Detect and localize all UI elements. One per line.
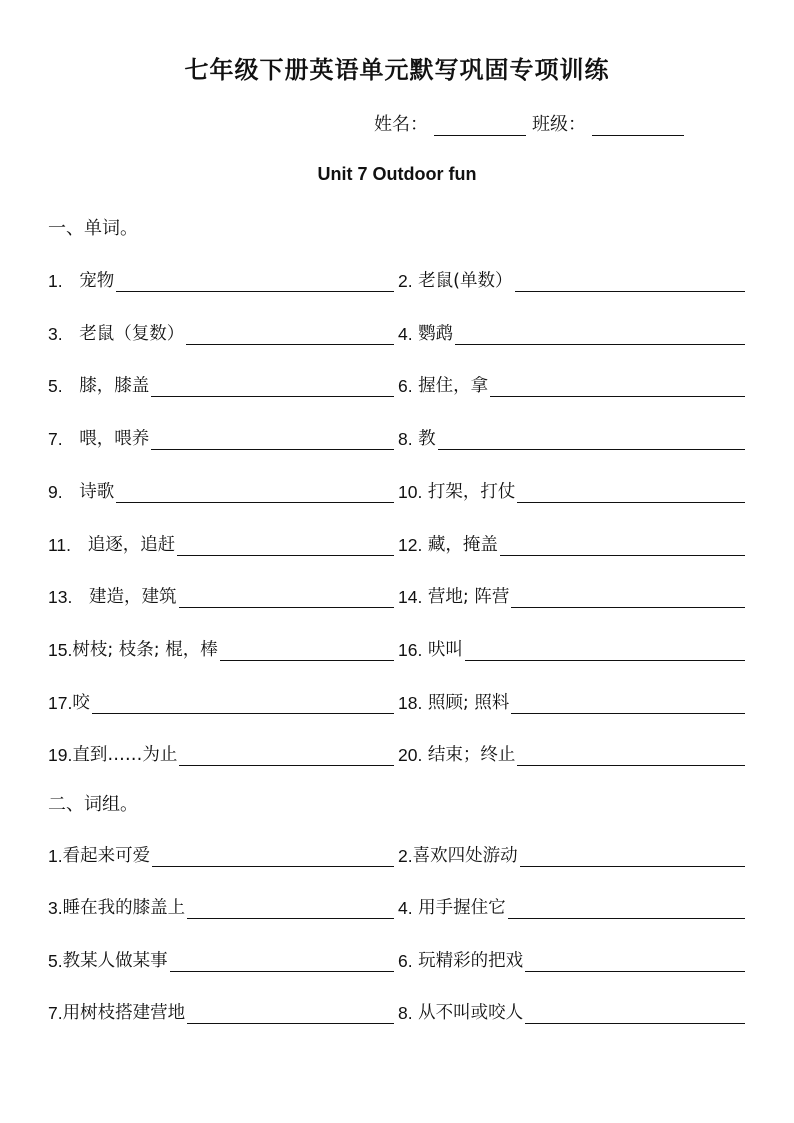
item-prompt: 诗歌 bbox=[62, 481, 115, 502]
item-prompt: 玩精彩的把戏 bbox=[412, 950, 524, 971]
item-number: 4. bbox=[398, 898, 413, 919]
item-number: 7. bbox=[48, 429, 63, 450]
item-number: 3. bbox=[48, 323, 63, 344]
phrase-row bbox=[48, 998, 745, 1026]
word-row bbox=[48, 477, 745, 505]
answer-blank[interactable] bbox=[152, 846, 394, 867]
word-item bbox=[48, 477, 394, 503]
item-prompt: 吠叫 bbox=[422, 639, 463, 660]
answer-blank[interactable] bbox=[187, 898, 394, 919]
word-item bbox=[48, 530, 394, 556]
word-row bbox=[48, 635, 745, 663]
answer-blank[interactable] bbox=[490, 376, 745, 397]
item-number: 1. bbox=[48, 846, 63, 866]
student-info bbox=[374, 110, 684, 136]
page-title: 七年级下册英语单元默写巩固专项训练 bbox=[184, 56, 610, 84]
word-item bbox=[48, 582, 394, 608]
answer-blank[interactable] bbox=[170, 951, 394, 972]
item-prompt: 追逐，追赶 bbox=[71, 534, 176, 555]
answer-blank[interactable] bbox=[179, 587, 394, 608]
item-prompt: 教 bbox=[412, 429, 436, 450]
answer-blank[interactable] bbox=[438, 429, 745, 450]
item-prompt: 打架，打仗 bbox=[422, 481, 516, 502]
answer-blank[interactable] bbox=[511, 587, 745, 608]
phrase-item bbox=[398, 998, 745, 1024]
item-number: 16. bbox=[398, 639, 423, 660]
word-item bbox=[398, 266, 745, 292]
item-number: 20. bbox=[398, 745, 423, 766]
word-row bbox=[48, 530, 745, 558]
answer-blank[interactable] bbox=[187, 1003, 394, 1024]
answer-blank[interactable] bbox=[177, 535, 394, 556]
item-number: 9. bbox=[48, 481, 63, 502]
word-item bbox=[48, 688, 394, 714]
item-number: 15. bbox=[48, 639, 73, 660]
item-prompt: 喜欢四处游动 bbox=[412, 846, 518, 866]
item-number: 17. bbox=[48, 692, 73, 713]
item-number: 8. bbox=[398, 429, 413, 450]
phrase-item bbox=[398, 841, 745, 867]
item-number: 6. bbox=[398, 950, 413, 971]
word-item bbox=[398, 319, 745, 345]
item-number: 12. bbox=[398, 534, 423, 555]
item-prompt: 鹦鹉 bbox=[412, 323, 454, 344]
answer-blank[interactable] bbox=[465, 640, 745, 661]
answer-blank[interactable] bbox=[186, 324, 394, 345]
answer-blank[interactable] bbox=[151, 376, 394, 397]
item-prompt: 从不叫或咬人 bbox=[412, 1002, 524, 1023]
item-number: 2. bbox=[398, 846, 413, 866]
item-prompt: 营地; 阵营 bbox=[422, 587, 510, 608]
answer-blank[interactable] bbox=[517, 745, 745, 766]
phrase-row bbox=[48, 893, 745, 921]
answer-blank[interactable] bbox=[525, 951, 745, 972]
answer-blank[interactable] bbox=[508, 898, 745, 919]
section-phrases-heading: 二、词组。 bbox=[48, 794, 138, 815]
name-blank[interactable] bbox=[434, 117, 526, 136]
word-item bbox=[398, 740, 745, 766]
item-number: 2. bbox=[398, 271, 413, 291]
word-item bbox=[48, 266, 394, 292]
answer-blank[interactable] bbox=[520, 846, 745, 867]
class-blank[interactable] bbox=[592, 117, 684, 136]
word-row bbox=[48, 582, 745, 610]
answer-blank[interactable] bbox=[220, 640, 394, 661]
item-prompt: 握住，拿 bbox=[412, 376, 489, 397]
answer-blank[interactable] bbox=[116, 482, 394, 503]
word-row bbox=[48, 371, 745, 399]
item-prompt: 老鼠(单数） bbox=[412, 271, 513, 291]
phrase-item bbox=[398, 893, 745, 919]
word-row bbox=[48, 266, 745, 294]
item-number: 11. bbox=[48, 534, 72, 555]
item-prompt: 咬 bbox=[72, 692, 90, 713]
word-item bbox=[398, 371, 745, 397]
word-item bbox=[48, 424, 394, 450]
class-label: 班级： bbox=[532, 114, 586, 135]
word-row bbox=[48, 319, 745, 347]
item-prompt: 建造，建筑 bbox=[72, 587, 177, 608]
answer-blank[interactable] bbox=[500, 535, 745, 556]
item-prompt: 老鼠（复数） bbox=[62, 323, 185, 344]
word-row bbox=[48, 424, 745, 452]
phrase-item bbox=[48, 946, 394, 972]
item-prompt: 用手握住它 bbox=[412, 898, 506, 919]
word-item bbox=[398, 477, 745, 503]
word-item bbox=[48, 319, 394, 345]
item-number: 6. bbox=[398, 376, 413, 397]
item-prompt: 喂，喂养 bbox=[62, 429, 150, 450]
item-number: 4. bbox=[398, 323, 413, 344]
item-number: 14. bbox=[398, 587, 423, 608]
answer-blank[interactable] bbox=[151, 429, 394, 450]
answer-blank[interactable] bbox=[515, 271, 746, 292]
phrase-item bbox=[48, 998, 394, 1024]
item-prompt: 用树枝搭建营地 bbox=[62, 1002, 186, 1023]
item-number: 7. bbox=[48, 1002, 63, 1023]
phrase-item bbox=[398, 946, 745, 972]
word-item bbox=[48, 635, 394, 661]
unit-title: Unit 7 Outdoor fun bbox=[317, 164, 477, 184]
item-number: 8. bbox=[398, 1002, 413, 1023]
phrase-item bbox=[48, 893, 394, 919]
item-number: 3. bbox=[48, 898, 63, 919]
answer-blank[interactable] bbox=[511, 693, 745, 714]
item-prompt: 宠物 bbox=[62, 271, 115, 291]
word-item bbox=[398, 688, 745, 714]
phrase-item bbox=[48, 841, 394, 867]
item-prompt: 直到……为止 bbox=[72, 745, 178, 766]
answer-blank[interactable] bbox=[517, 482, 745, 503]
item-number: 13. bbox=[48, 587, 73, 608]
item-prompt: 膝，膝盖 bbox=[62, 376, 150, 397]
word-item bbox=[398, 530, 745, 556]
word-item bbox=[48, 740, 394, 766]
answer-blank[interactable] bbox=[179, 745, 394, 766]
item-number: 1. bbox=[48, 271, 63, 291]
word-item bbox=[48, 371, 394, 397]
item-prompt: 睡在我的膝盖上 bbox=[62, 898, 186, 919]
answer-blank[interactable] bbox=[116, 271, 394, 292]
item-prompt: 教某人做某事 bbox=[62, 950, 168, 971]
item-number: 10. bbox=[398, 481, 423, 502]
name-label: 姓名： bbox=[374, 114, 428, 135]
answer-blank[interactable] bbox=[92, 693, 394, 714]
answer-blank[interactable] bbox=[455, 324, 745, 345]
word-item bbox=[398, 582, 745, 608]
item-prompt: 照顾; 照料 bbox=[422, 692, 510, 713]
phrase-row bbox=[48, 946, 745, 974]
item-number: 5. bbox=[48, 376, 63, 397]
word-row bbox=[48, 688, 745, 716]
item-number: 5. bbox=[48, 950, 63, 971]
answer-blank[interactable] bbox=[525, 1003, 745, 1024]
item-prompt: 树枝; 枝条; 棍，棒 bbox=[72, 639, 218, 660]
item-number: 18. bbox=[398, 692, 423, 713]
phrase-row bbox=[48, 841, 745, 869]
word-item bbox=[398, 635, 745, 661]
word-item bbox=[398, 424, 745, 450]
item-prompt: 藏，掩盖 bbox=[422, 534, 498, 555]
section-words-heading: 一、单词。 bbox=[48, 218, 138, 239]
item-number: 19. bbox=[48, 745, 73, 766]
item-prompt: 看起来可爱 bbox=[62, 846, 151, 866]
item-prompt: 结束；终止 bbox=[422, 745, 516, 766]
word-row bbox=[48, 740, 745, 768]
